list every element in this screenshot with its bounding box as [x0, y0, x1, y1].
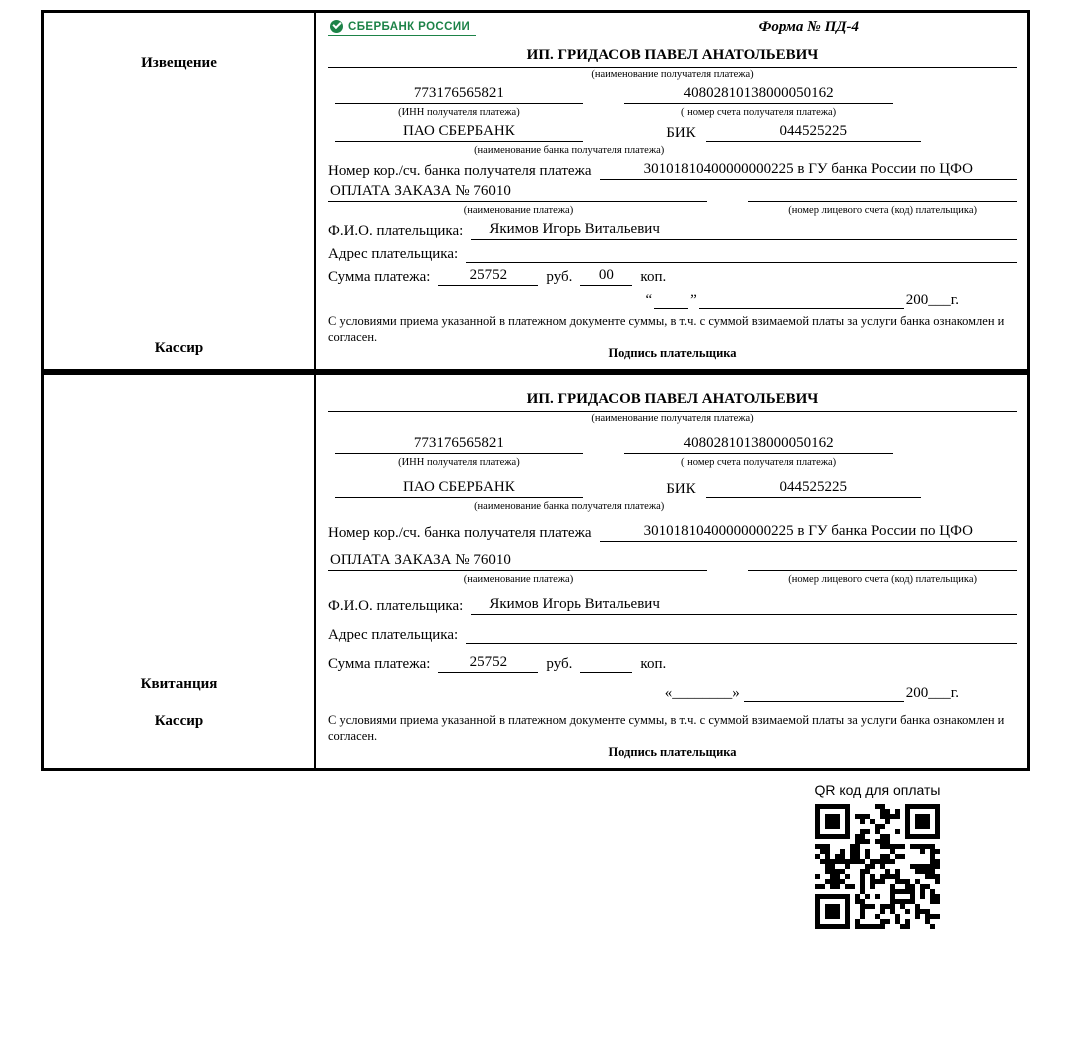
payer-name-row — [328, 221, 1017, 240]
kop-label: коп. — [640, 656, 667, 672]
payee-name: ИП. ГРИДАСОВ ПАВЕЛ АНАТОЛЬЕВИЧ — [328, 47, 1017, 68]
personal-account-caption: (номер лицевого счета (код) плательщика) — [788, 205, 977, 217]
payer-name-value: Якимов Игорь Витальевич — [471, 596, 1017, 615]
notice-section — [41, 10, 1030, 372]
inn-account-block — [328, 435, 1017, 469]
date-month-line — [699, 290, 904, 309]
notice-cashier-label: Кассир — [154, 340, 204, 356]
date-month-line — [744, 683, 904, 702]
payer-address-line — [466, 244, 1017, 263]
signature-label: Подпись плательщика — [608, 745, 737, 759]
date-row — [328, 290, 959, 309]
qr-section — [775, 782, 980, 934]
date-open-quote: «________» — [664, 685, 740, 701]
payer-name-value: Якимов Игорь Витальевич — [471, 221, 1017, 240]
kop-label: коп. — [640, 269, 667, 286]
form-header-row — [328, 19, 1017, 43]
amount-kop-value — [580, 654, 632, 673]
notice-side-column — [44, 13, 316, 369]
payee-name: ИП. ГРИДАСОВ ПАВЕЛ АНАТОЛЬЕВИЧ — [328, 391, 1017, 412]
corr-account-label: Номер кор./сч. банка получателя платежа — [328, 162, 592, 179]
personal-account-caption: (номер лицевого счета (код) плательщика) — [788, 574, 977, 585]
inn-value: 773176565821 — [335, 435, 583, 454]
bank-block — [328, 479, 1017, 513]
payer-name-label: Ф.И.О. плательщика: — [328, 598, 464, 614]
amount-row — [328, 267, 1017, 286]
bank-block — [328, 123, 1017, 157]
inn-value: 773176565821 — [335, 85, 583, 104]
date-row — [328, 683, 959, 702]
inn-caption: (ИНН получателя платежа) — [398, 106, 520, 118]
payee-caption: (наименование получателя платежа) — [591, 68, 754, 80]
bank-caption: (наименование банка получателя платежа) — [474, 144, 665, 156]
account-caption: ( номер счета получателя платежа) — [681, 457, 837, 468]
date-year: 200___г. — [905, 292, 959, 309]
amount-kop-value: 00 — [580, 267, 632, 286]
bik-group — [624, 479, 1010, 498]
payer-address-label: Адрес плательщика: — [328, 627, 459, 643]
bank-caption: (наименование банка получателя платежа) — [474, 501, 665, 512]
inn-account-block — [328, 85, 1017, 119]
payee-caption: (наименование получателя платежа) — [591, 413, 754, 424]
bik-value: 044525225 — [706, 123, 921, 142]
payer-name-label: Ф.И.О. плательщика: — [328, 223, 464, 240]
purpose-block — [328, 183, 1017, 217]
amount-label: Сумма платежа: — [328, 656, 431, 672]
personal-account-line — [748, 183, 1017, 202]
receipt-title: Квитанция — [140, 676, 218, 692]
amount-rub-value: 25752 — [438, 267, 538, 286]
notice-title: Извещение — [141, 55, 217, 71]
payer-address-row — [328, 244, 1017, 263]
corr-account-value: 30101810400000000225 в ГУ банка России по ЦФО — [600, 523, 1017, 542]
bik-label: БИК — [666, 124, 696, 141]
terms-text: С условиями приема указанной в платежном документе суммы, в т.ч. с суммой взимаемой платы за услуги банка ознакомлен и согласен. — [328, 713, 1005, 743]
form-number: Форма № ПД-4 — [758, 19, 859, 35]
bank-name-value: ПАО СБЕРБАНК — [335, 479, 583, 498]
terms-block — [328, 313, 1017, 361]
bik-label: БИК — [666, 481, 696, 497]
personal-account-line — [748, 552, 1017, 571]
bik-group — [624, 123, 1010, 142]
bik-value: 044525225 — [706, 479, 921, 498]
qr-code — [815, 804, 940, 929]
account-caption: ( номер счета получателя платежа) — [681, 106, 837, 118]
purpose-block — [328, 552, 1017, 586]
amount-rub-value: 25752 — [438, 654, 538, 673]
payer-address-label: Адрес плательщика: — [328, 246, 459, 263]
amount-row — [328, 654, 1017, 673]
receipt-cashier-label: Кассир — [154, 713, 204, 729]
signature-label: Подпись плательщика — [608, 345, 737, 360]
qr-label: QR код для оплаты — [814, 782, 941, 798]
sberbank-logo-icon — [330, 20, 343, 33]
date-open-quote: “ — [645, 292, 653, 309]
receipt-side-column — [44, 375, 316, 768]
payee-block — [328, 47, 1017, 81]
purpose-caption: (наименование платежа) — [463, 574, 574, 585]
receipt-form-area — [316, 375, 1027, 768]
payment-purpose-value: ОПЛАТА ЗАКАЗА № 76010 — [328, 552, 707, 571]
sberbank-logo — [328, 19, 476, 36]
payer-address-row — [328, 625, 1017, 644]
date-day-line — [654, 290, 688, 309]
corr-account-value: 30101810400000000225 в ГУ банка России по ЦФО — [600, 161, 1017, 180]
payer-name-row — [328, 596, 1017, 615]
payee-block — [328, 391, 1017, 425]
amount-label: Сумма платежа: — [328, 269, 431, 286]
date-year: 200___г. — [905, 685, 959, 701]
date-close-quote: ” — [690, 292, 697, 309]
bank-name-value: ПАО СБЕРБАНК — [335, 123, 583, 142]
rub-label: руб. — [546, 656, 573, 672]
corr-account-row — [328, 523, 1017, 542]
purpose-caption: (наименование платежа) — [463, 205, 574, 217]
corr-account-label: Номер кор./сч. банка получателя платежа — [328, 525, 592, 541]
payment-purpose-value: ОПЛАТА ЗАКАЗА № 76010 — [328, 183, 707, 202]
terms-block — [328, 712, 1017, 760]
corr-account-row — [328, 161, 1017, 180]
payer-address-line — [466, 625, 1017, 644]
sberbank-logo-text: СБЕРБАНК РОССИИ — [348, 20, 471, 33]
notice-form-area — [316, 13, 1027, 369]
receipt-section — [41, 372, 1030, 771]
inn-caption: (ИНН получателя платежа) — [398, 457, 520, 468]
account-value: 40802810138000050162 — [624, 435, 893, 454]
account-value: 40802810138000050162 — [624, 85, 893, 104]
terms-text: С условиями приема указанной в платежном документе суммы, в т.ч. с суммой взимаемой платы за услуги банка ознакомлен и согласен. — [328, 313, 1005, 344]
rub-label: руб. — [546, 269, 573, 286]
payment-form-sheet — [41, 10, 1030, 771]
